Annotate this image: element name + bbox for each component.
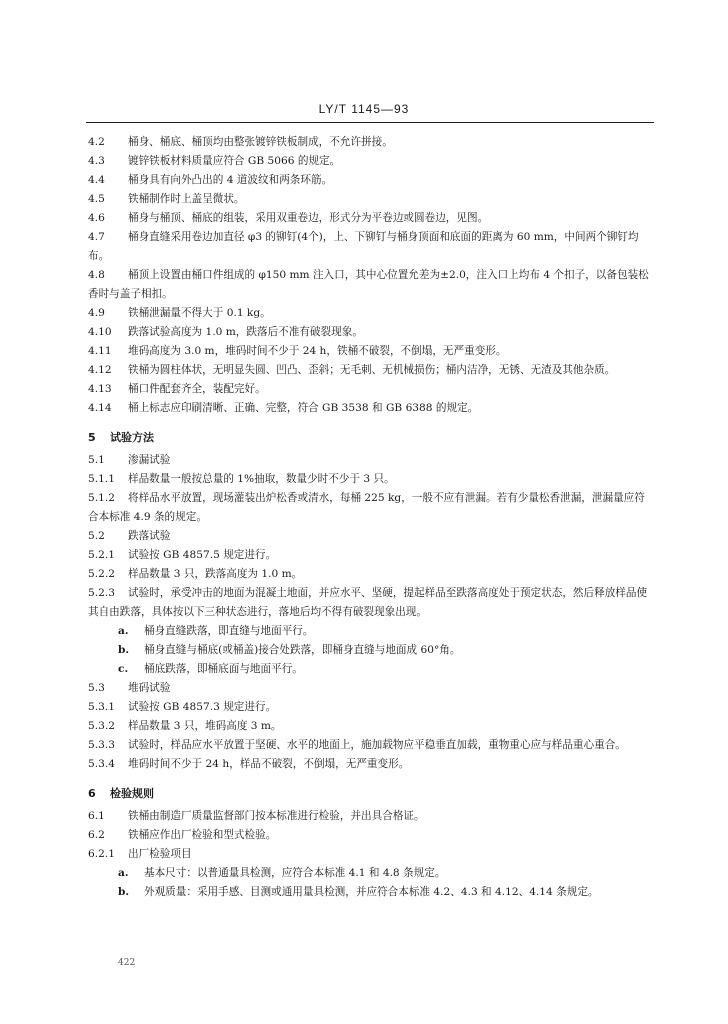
clause-text: 桶身直缝跌落，即直缝与地面平行。 bbox=[144, 625, 314, 637]
clause-text: 桶口件配套齐全，装配完好。 bbox=[128, 383, 266, 395]
clause-number: 5.1.1 bbox=[88, 473, 115, 485]
clause-number: b. bbox=[118, 644, 130, 656]
clause-text: 桶上标志应印刷清晰、正确、完整，符合 GB 3538 和 GB 6388 的规定。 bbox=[128, 402, 479, 414]
clause-text: 桶身、桶底、桶顶均由整张镀锌铁板制成，不允许拼接。 bbox=[128, 136, 393, 148]
clause-number: 6 bbox=[88, 787, 96, 800]
clause bbox=[88, 845, 654, 864]
clause bbox=[88, 209, 654, 228]
clause-number: 5.3.3 bbox=[88, 739, 115, 751]
clause bbox=[88, 755, 654, 774]
clause bbox=[88, 565, 654, 584]
clause bbox=[88, 380, 654, 399]
clause-number: 5.2.1 bbox=[88, 549, 115, 561]
clause-text: 铁桶应作出厂检验和型式检验。 bbox=[128, 829, 277, 841]
clause-text: 堆码高度为 3.0 m，堆码时间不少于 24 h，铁桶不破裂，不倒塌，无严重变形。 bbox=[128, 345, 507, 357]
list-item bbox=[88, 883, 654, 902]
clause bbox=[88, 807, 654, 826]
clause bbox=[88, 527, 654, 546]
clause bbox=[88, 546, 654, 565]
clause-number: 4.12 bbox=[88, 364, 112, 376]
section-heading bbox=[88, 784, 654, 803]
clause-number: 5.1 bbox=[88, 454, 105, 466]
clause-text: 试验时，样品应水平放置于坚硬、水平的地面上，施加载物应平稳垂直加载，重物重心应与样品重心重合。 bbox=[128, 739, 626, 751]
clause-text: 外观质量：采用手感、目测或通用量具检测，并应符合本标准 4.2、4.3 和 4.12、4.14 条规定。 bbox=[144, 886, 599, 898]
clause-text: 样品数量一般按总量的 1%抽取，数量少时不少于 3 只。 bbox=[128, 473, 395, 485]
clause-text: 桶顶上设置由桶口件组成的 φ150 mm 注入口，其中心位置允差为±2.0，注入口上均布 4 个扣子，以备包装松香时与盖子相扣。 bbox=[88, 269, 649, 300]
clause-text: 试验按 GB 4857.3 规定进行。 bbox=[128, 701, 277, 713]
clause-text: 铁桶制作时上盖呈微状。 bbox=[128, 193, 245, 205]
clause-text: 桶身直缝与桶底(或桶盖)接合处跌落，即桶身直缝与地面成 60°角。 bbox=[144, 644, 461, 656]
document-body bbox=[88, 133, 654, 902]
clause-text: 样品数量 3 只，堆码高度 3 m。 bbox=[128, 720, 282, 732]
clause-text: 渗漏试验 bbox=[128, 454, 171, 466]
clause-number: 4.11 bbox=[88, 345, 112, 357]
clause bbox=[88, 698, 654, 717]
clause-number: 4.13 bbox=[88, 383, 112, 395]
list-item bbox=[88, 864, 654, 883]
clause-text: 堆码试验 bbox=[128, 682, 171, 694]
clause bbox=[88, 228, 654, 266]
clause-number: 6.2 bbox=[88, 829, 105, 841]
clause-number: 5 bbox=[88, 431, 96, 444]
clause-number: 5.2 bbox=[88, 530, 105, 542]
clause-number: 5.3.4 bbox=[88, 758, 115, 770]
clause-text: 镀锌铁板材料质量应符合 GB 5066 的规定。 bbox=[128, 155, 341, 167]
clause bbox=[88, 399, 654, 418]
clause-text: 试验按 GB 4857.5 规定进行。 bbox=[128, 549, 277, 561]
clause-number: 5.2.3 bbox=[88, 587, 115, 599]
clause bbox=[88, 584, 654, 622]
clause-text: 基本尺寸：以普通量具检测，应符合本标准 4.1 和 4.8 条规定。 bbox=[144, 867, 446, 879]
clause-text: 桶身直缝采用卷边加直径 φ3 的铆钉(4个)，上、下铆钉与桶身顶面和底面的距离为 60 mm，中间两个铆钉均布。 bbox=[88, 231, 639, 262]
list-item bbox=[88, 641, 654, 660]
clause-text: 铁桶为圆柱体状，无明显失圆、凹凸、歪斜；无毛刺、无机械损伤；桶内洁净，无锈、无渣及其他杂质。 bbox=[128, 364, 616, 376]
clause bbox=[88, 342, 654, 361]
clause bbox=[88, 736, 654, 755]
list-item bbox=[88, 660, 654, 679]
clause bbox=[88, 489, 654, 527]
clause-number: 4.14 bbox=[88, 402, 112, 414]
clause bbox=[88, 451, 654, 470]
clause-number: 4.4 bbox=[88, 174, 105, 186]
page-header: LY/T 1145—93 bbox=[318, 102, 410, 116]
clause bbox=[88, 717, 654, 736]
clause bbox=[88, 266, 654, 304]
clause-text: 跌落试验 bbox=[128, 530, 171, 542]
clause-number: c. bbox=[118, 663, 129, 675]
clause-number: 4.2 bbox=[88, 136, 105, 148]
clause-text: 试验时，承受冲击的地面为混凝土地面，并应水平、坚硬，提起样品至跌落高度处于预定状态，然后释放样品使其自由跌落，具体按以下三种状态进行，落地后均不得有破裂现象出现。 bbox=[88, 587, 648, 618]
clause-text: 将样品水平放置，现场灌装出炉松香或清水，每桶 225 kg，一般不应有泄漏。若有少量松香泄漏，泄漏量应符合本标准 4.9 条的规定。 bbox=[88, 492, 645, 523]
clause bbox=[88, 470, 654, 489]
clause-number: b. bbox=[118, 886, 130, 898]
clause bbox=[88, 133, 654, 152]
clause-number: 5.3.2 bbox=[88, 720, 115, 732]
clause-text: 桶身具有向外凸出的 4 道波纹和两条环筋。 bbox=[128, 174, 333, 186]
header-rule bbox=[86, 122, 654, 123]
page-number: 422 bbox=[118, 958, 136, 968]
clause-number: 6.1 bbox=[88, 810, 105, 822]
clause-text: 堆码时间不少于 24 h，样品不破裂，不倒塌，无严重变形。 bbox=[128, 758, 410, 770]
clause bbox=[88, 323, 654, 342]
clause-number: 4.6 bbox=[88, 212, 105, 224]
clause-text: 检验规则 bbox=[110, 787, 154, 800]
clause-number: 6.2.1 bbox=[88, 848, 115, 860]
clause-number: 5.2.2 bbox=[88, 568, 115, 580]
section-heading bbox=[88, 428, 654, 447]
clause bbox=[88, 304, 654, 323]
clause-number: a. bbox=[118, 625, 129, 637]
clause-number: 4.5 bbox=[88, 193, 105, 205]
clause-number: 4.7 bbox=[88, 231, 105, 243]
clause-number: 5.1.2 bbox=[88, 492, 115, 504]
clause bbox=[88, 152, 654, 171]
clause-text: 桶底跌落，即桶底面与地面平行。 bbox=[144, 663, 303, 675]
clause-text: 试验方法 bbox=[110, 431, 154, 444]
clause bbox=[88, 361, 654, 380]
clause-text: 出厂检验项目 bbox=[128, 848, 192, 860]
clause-text: 铁桶泄漏量不得大于 0.1 kg。 bbox=[128, 307, 271, 319]
clause-number: 4.9 bbox=[88, 307, 105, 319]
clause-number: 4.3 bbox=[88, 155, 105, 167]
clause bbox=[88, 190, 654, 209]
clause bbox=[88, 171, 654, 190]
clause-number: a. bbox=[118, 867, 129, 879]
clause-number: 4.10 bbox=[88, 326, 112, 338]
clause-text: 桶身与桶顶、桶底的组装，采用双重卷边，形式分为平卷边或圆卷边，见图。 bbox=[128, 212, 489, 224]
clause bbox=[88, 679, 654, 698]
list-item bbox=[88, 622, 654, 641]
clause bbox=[88, 826, 654, 845]
clause-text: 铁桶由制造厂质量监督部门按本标准进行检验，并出具合格证。 bbox=[128, 810, 425, 822]
clause-text: 样品数量 3 只，跌落高度为 1.0 m。 bbox=[128, 568, 303, 580]
clause-text: 跌落试验高度为 1.0 m，跌落后不准有破裂现象。 bbox=[128, 326, 363, 338]
clause-number: 5.3 bbox=[88, 682, 105, 694]
clause-number: 5.3.1 bbox=[88, 701, 115, 713]
clause-number: 4.8 bbox=[88, 269, 105, 281]
